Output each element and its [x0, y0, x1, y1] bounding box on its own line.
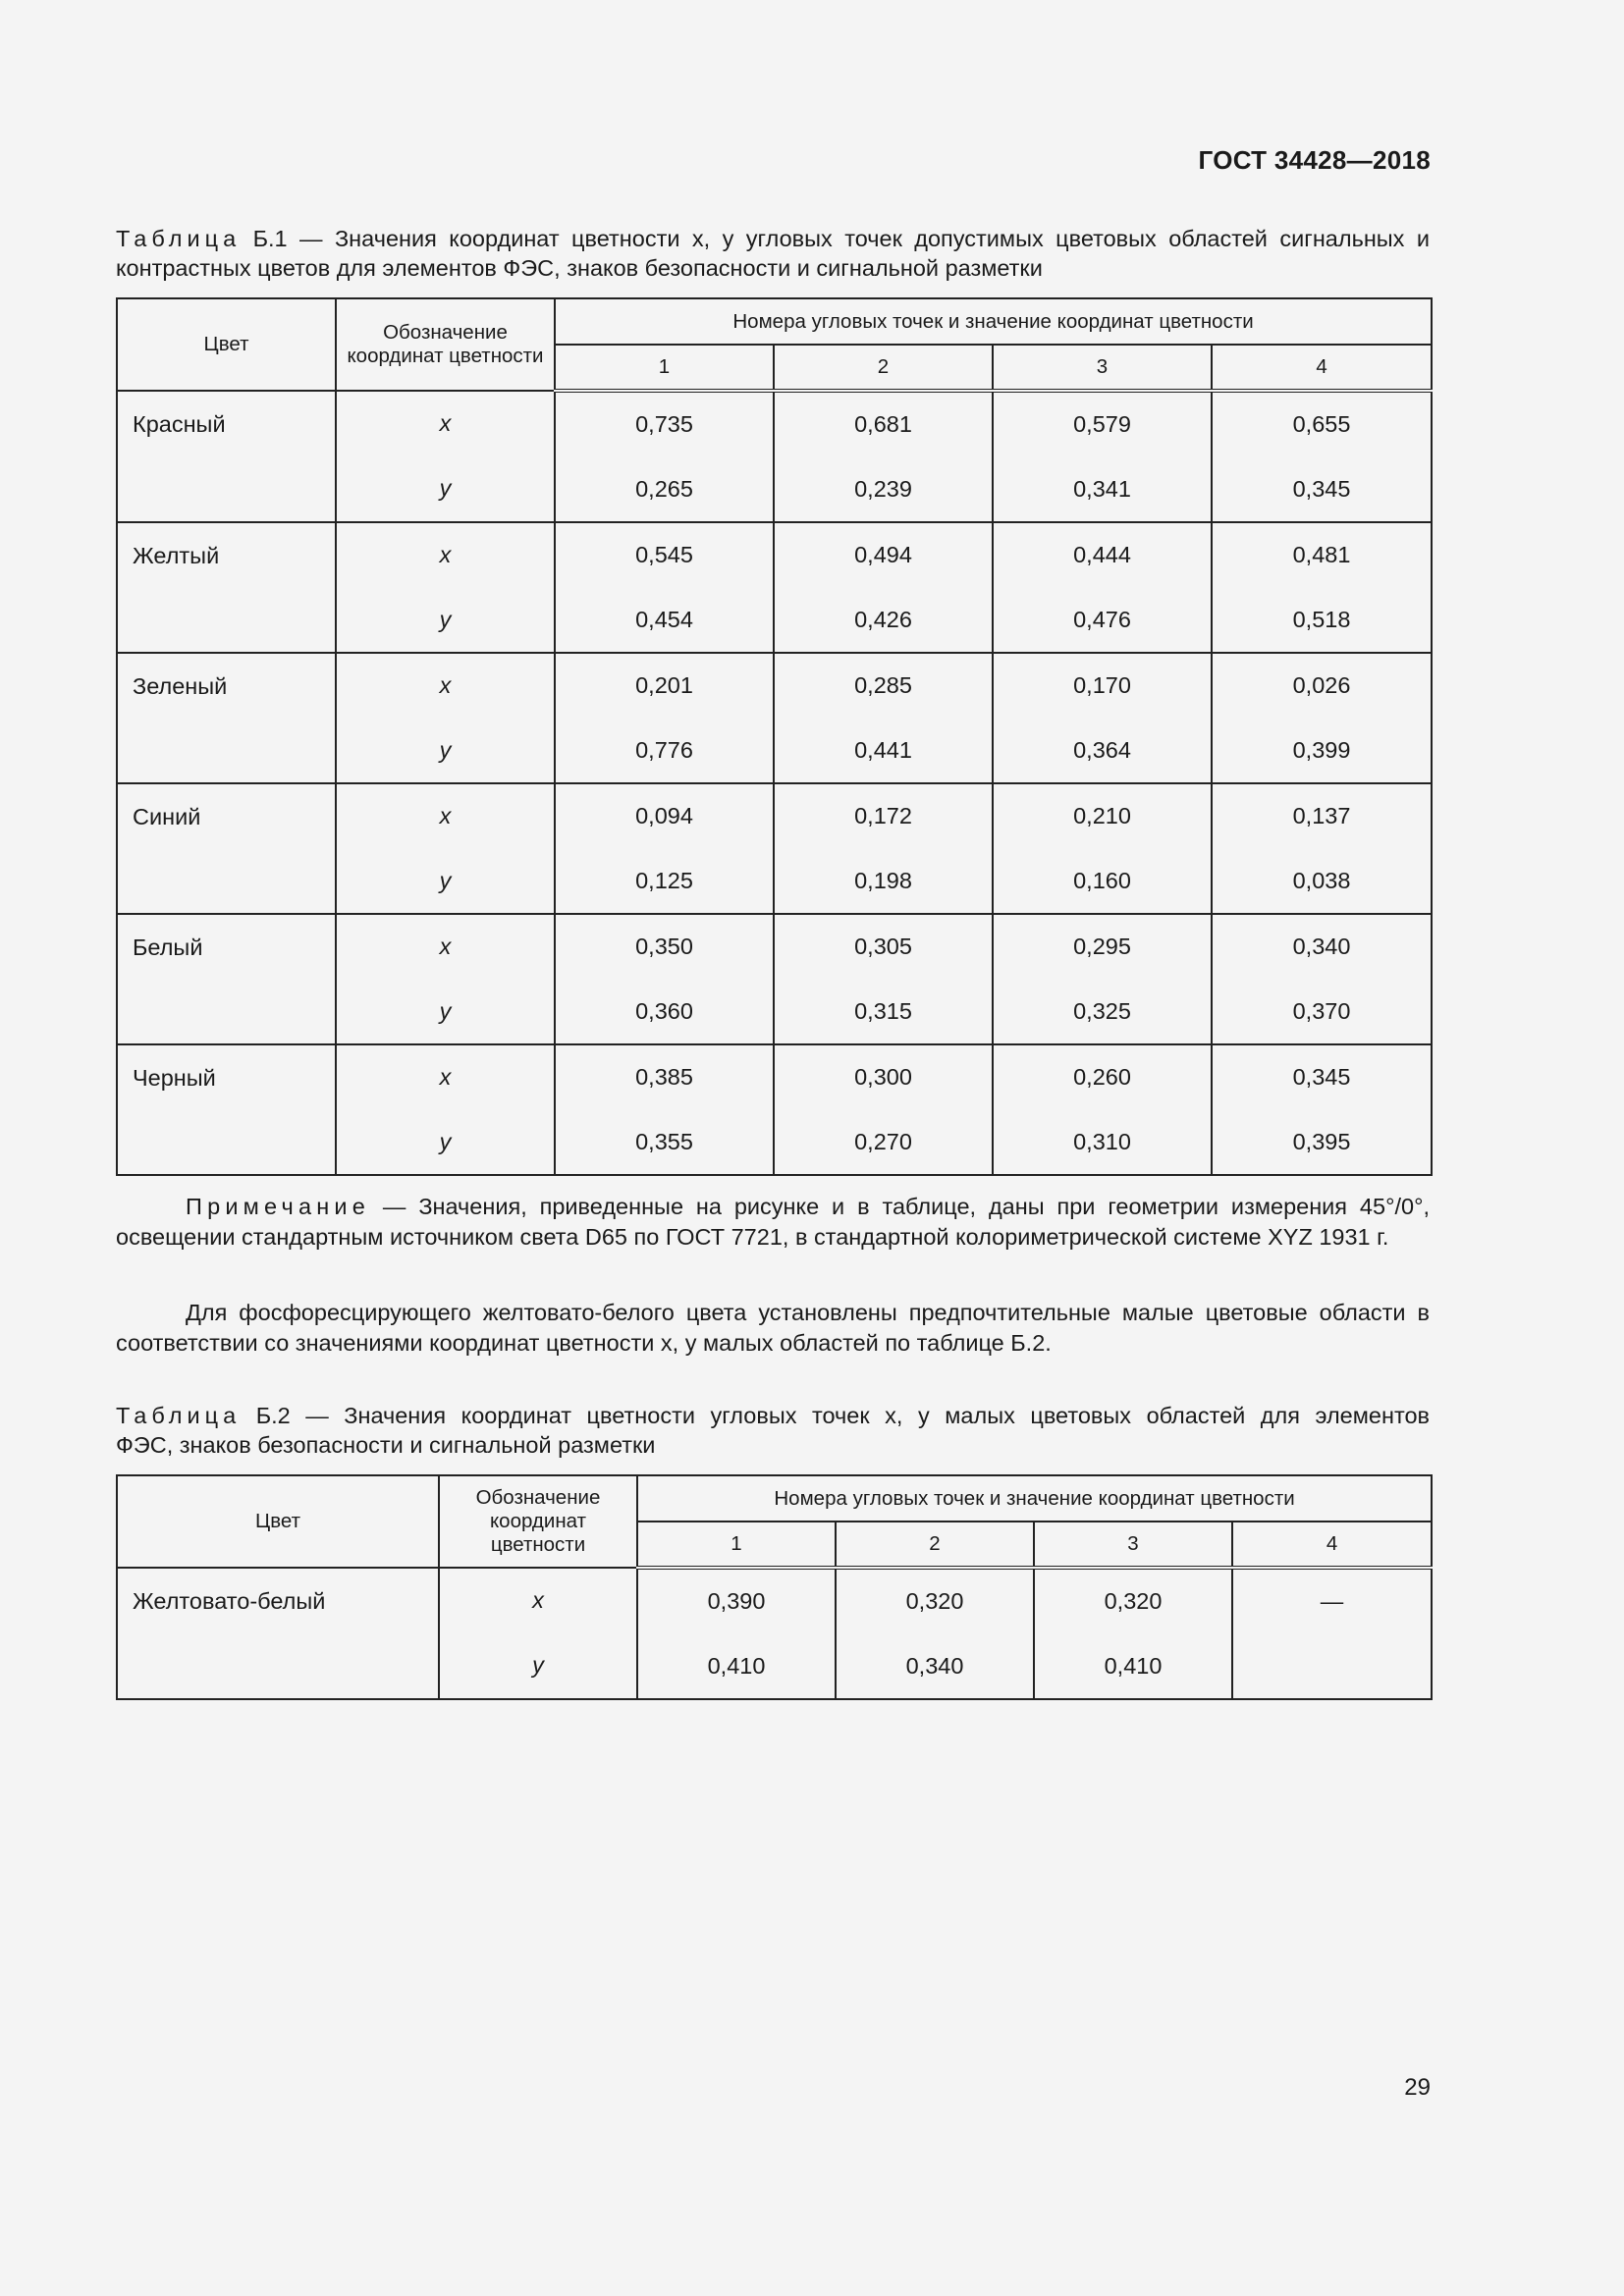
point-3-x-value: 0,210: [1073, 803, 1131, 828]
table1-header-color: Цвет: [117, 298, 336, 391]
point-1-x-value: 0,094: [635, 803, 693, 828]
point-4-x-value: 0,655: [1292, 411, 1351, 437]
row-color-name: Синий: [117, 783, 336, 914]
point-1-y-value: 0,454: [635, 607, 693, 632]
table-row: [117, 653, 1432, 783]
point-4-x-value: 0,137: [1292, 803, 1351, 828]
table2-header-point-2: 2: [836, 1522, 1034, 1568]
point-2-cell: [774, 914, 993, 1044]
point-2-cell: [774, 653, 993, 783]
point-2-y-value: 0,270: [854, 1129, 912, 1154]
row-color-name: Черный: [117, 1044, 336, 1175]
point-4-y-value: 0,395: [1292, 1129, 1351, 1154]
point-4-x-value: 0,345: [1292, 1064, 1351, 1090]
row-coord-labels: [439, 1568, 637, 1699]
row-color-name: Желтый: [117, 522, 336, 653]
point-2-cell: [774, 783, 993, 914]
point-1-x-value: 0,545: [635, 542, 693, 567]
table2-caption-label: Таблица: [116, 1403, 242, 1428]
point-4-cell: [1212, 653, 1432, 783]
point-1-y-value: 0,125: [635, 868, 693, 893]
table-row: [117, 783, 1432, 914]
point-3-cell: [993, 1044, 1212, 1175]
point-2-y-value: 0,340: [905, 1653, 964, 1679]
point-1-x-value: 0,735: [635, 411, 693, 437]
row-color-name: Красный: [117, 391, 336, 522]
table1-caption-line1: Б.1 — Значения координат цветности x, y угловых точек допустимых цветовых областей сигнальных и: [252, 226, 1430, 251]
point-1-cell: [555, 1044, 774, 1175]
point-4-cell: [1212, 391, 1432, 522]
point-4-x-value: 0,026: [1292, 672, 1351, 698]
table1-header-point-3: 3: [993, 345, 1212, 391]
point-1-cell: [637, 1568, 836, 1699]
point-3-cell: [1034, 1568, 1232, 1699]
document-id: ГОСТ 34428—2018: [1198, 145, 1431, 175]
point-3-cell: [993, 522, 1212, 653]
point-4-y-value: 0,370: [1292, 998, 1351, 1024]
note-text: — Значения, приведенные на рисунке и в таблице, даны при геометрии измерения 45°/0°, освещении стандартным источником света D65 по ГОСТ 7721, в стандартной колориметрической системе XYZ 1931 г.: [116, 1194, 1430, 1250]
point-3-cell: [993, 783, 1212, 914]
table2-caption-line2: ФЭС, знаков безопасности и сигнальной разметки: [116, 1432, 656, 1458]
table1-header-coord: Обозначение координат цветности: [336, 298, 555, 391]
point-3-y-value: 0,325: [1073, 998, 1131, 1024]
table2-header-point-1: 1: [637, 1522, 836, 1568]
point-4-y-value: [1233, 1634, 1431, 1698]
table2-header-coord: Обозначение координат цветности: [439, 1475, 637, 1568]
point-4-cell: [1232, 1568, 1432, 1699]
point-1-cell: [555, 914, 774, 1044]
table-row: [117, 391, 1432, 522]
point-1-x-value: 0,385: [635, 1064, 693, 1090]
row-coord-labels: [336, 522, 555, 653]
table2-caption: [116, 1401, 1430, 1460]
point-1-cell: [555, 522, 774, 653]
row-coord-labels: [336, 914, 555, 1044]
row-coord-labels: [336, 783, 555, 914]
point-4-x-value: —: [1320, 1588, 1344, 1614]
point-3-x-value: 0,170: [1073, 672, 1131, 698]
table-row: [117, 1568, 1432, 1699]
point-1-x-value: 0,350: [635, 934, 693, 959]
point-3-cell: [993, 914, 1212, 1044]
coord-y-label: y: [439, 1129, 452, 1154]
point-1-y-value: 0,776: [635, 737, 693, 763]
coord-y-label: y: [532, 1652, 544, 1678]
table1-caption-label: Таблица: [116, 226, 242, 251]
row-color-name: Желтовато-белый: [117, 1568, 439, 1699]
table1-header-group: Номера угловых точек и значение координат цветности: [555, 298, 1432, 345]
point-3-y-value: 0,476: [1073, 607, 1131, 632]
point-1-y-value: 0,355: [635, 1129, 693, 1154]
point-1-y-value: 0,410: [707, 1653, 766, 1679]
point-2-y-value: 0,239: [854, 476, 912, 502]
point-2-cell: [774, 391, 993, 522]
point-1-cell: [555, 653, 774, 783]
note-label: Примечание: [186, 1194, 371, 1219]
coord-y-label: y: [439, 475, 452, 501]
point-2-cell: [774, 1044, 993, 1175]
point-2-y-value: 0,426: [854, 607, 912, 632]
point-2-cell: [836, 1568, 1034, 1699]
point-1-x-value: 0,201: [635, 672, 693, 698]
point-4-cell: [1212, 914, 1432, 1044]
point-2-cell: [774, 522, 993, 653]
paragraph-text: Для фосфоресцирующего желтовато-белого цвета установлены предпочтительные малые цветовые области в соответствии со значениями координат цветности x, y малых областей по таблице Б.2.: [116, 1300, 1430, 1356]
point-2-y-value: 0,315: [854, 998, 912, 1024]
point-2-x-value: 0,305: [854, 934, 912, 959]
point-3-x-value: 0,320: [1104, 1588, 1163, 1614]
point-2-x-value: 0,172: [854, 803, 912, 828]
point-3-x-value: 0,579: [1073, 411, 1131, 437]
row-coord-labels: [336, 1044, 555, 1175]
coord-y-label: y: [439, 998, 452, 1024]
point-2-y-value: 0,441: [854, 737, 912, 763]
table2-header-point-3: 3: [1034, 1522, 1232, 1568]
table2-caption-line1: Б.2 — Значения координат цветности угловых точек x, y малых цветовых областей для элементов: [255, 1403, 1430, 1428]
point-4-y-value: 0,345: [1292, 476, 1351, 502]
point-1-cell: [555, 391, 774, 522]
point-2-x-value: 0,285: [854, 672, 912, 698]
row-coord-labels: [336, 391, 555, 522]
point-3-y-value: 0,310: [1073, 1129, 1131, 1154]
point-4-y-value: 0,399: [1292, 737, 1351, 763]
coord-x-label: x: [532, 1587, 544, 1613]
coord-y-label: y: [439, 607, 452, 632]
table1-header-point-2: 2: [774, 345, 993, 391]
point-4-x-value: 0,340: [1292, 934, 1351, 959]
point-4-cell: [1212, 1044, 1432, 1175]
table1-header-point-4: 4: [1212, 345, 1432, 391]
coord-x-label: x: [439, 803, 452, 828]
point-3-y-value: 0,410: [1104, 1653, 1163, 1679]
point-2-x-value: 0,681: [854, 411, 912, 437]
table1-header-point-1: 1: [555, 345, 774, 391]
point-4-cell: [1212, 522, 1432, 653]
row-coord-labels: [336, 653, 555, 783]
table1: [116, 297, 1433, 1176]
point-1-cell: [555, 783, 774, 914]
coord-x-label: x: [439, 542, 452, 567]
coord-x-label: x: [439, 410, 452, 436]
point-3-cell: [993, 653, 1212, 783]
note-block: [116, 1192, 1430, 1253]
table2-header-color: Цвет: [117, 1475, 439, 1568]
coord-x-label: x: [439, 1064, 452, 1090]
point-4-y-value: 0,518: [1292, 607, 1351, 632]
row-color-name: Белый: [117, 914, 336, 1044]
point-4-x-value: 0,481: [1292, 542, 1351, 567]
coord-x-label: x: [439, 672, 452, 698]
page-number: 29: [1404, 2074, 1431, 2101]
coord-y-label: y: [439, 868, 452, 893]
point-4-y-value: 0,038: [1292, 868, 1351, 893]
table2-header-group: Номера угловых точек и значение координат цветности: [637, 1475, 1432, 1522]
table-row: [117, 522, 1432, 653]
coord-y-label: y: [439, 737, 452, 763]
point-3-cell: [993, 391, 1212, 522]
point-2-y-value: 0,198: [854, 868, 912, 893]
point-1-x-value: 0,390: [707, 1588, 766, 1614]
point-3-y-value: 0,160: [1073, 868, 1131, 893]
table-row: [117, 914, 1432, 1044]
table2-header-point-4: 4: [1232, 1522, 1432, 1568]
row-color-name: Зеленый: [117, 653, 336, 783]
table2: [116, 1474, 1433, 1700]
point-3-x-value: 0,260: [1073, 1064, 1131, 1090]
table1-caption: [116, 224, 1430, 283]
point-2-x-value: 0,300: [854, 1064, 912, 1090]
point-3-x-value: 0,295: [1073, 934, 1131, 959]
point-2-x-value: 0,494: [854, 542, 912, 567]
paragraph-block: [116, 1298, 1430, 1359]
coord-x-label: x: [439, 934, 452, 959]
point-1-y-value: 0,360: [635, 998, 693, 1024]
table1-caption-line2: контрастных цветов для элементов ФЭС, знаков безопасности и сигнальной разметки: [116, 255, 1043, 281]
point-3-y-value: 0,364: [1073, 737, 1131, 763]
point-3-y-value: 0,341: [1073, 476, 1131, 502]
table-row: [117, 1044, 1432, 1175]
point-3-x-value: 0,444: [1073, 542, 1131, 567]
point-1-y-value: 0,265: [635, 476, 693, 502]
point-2-x-value: 0,320: [905, 1588, 964, 1614]
point-4-cell: [1212, 783, 1432, 914]
